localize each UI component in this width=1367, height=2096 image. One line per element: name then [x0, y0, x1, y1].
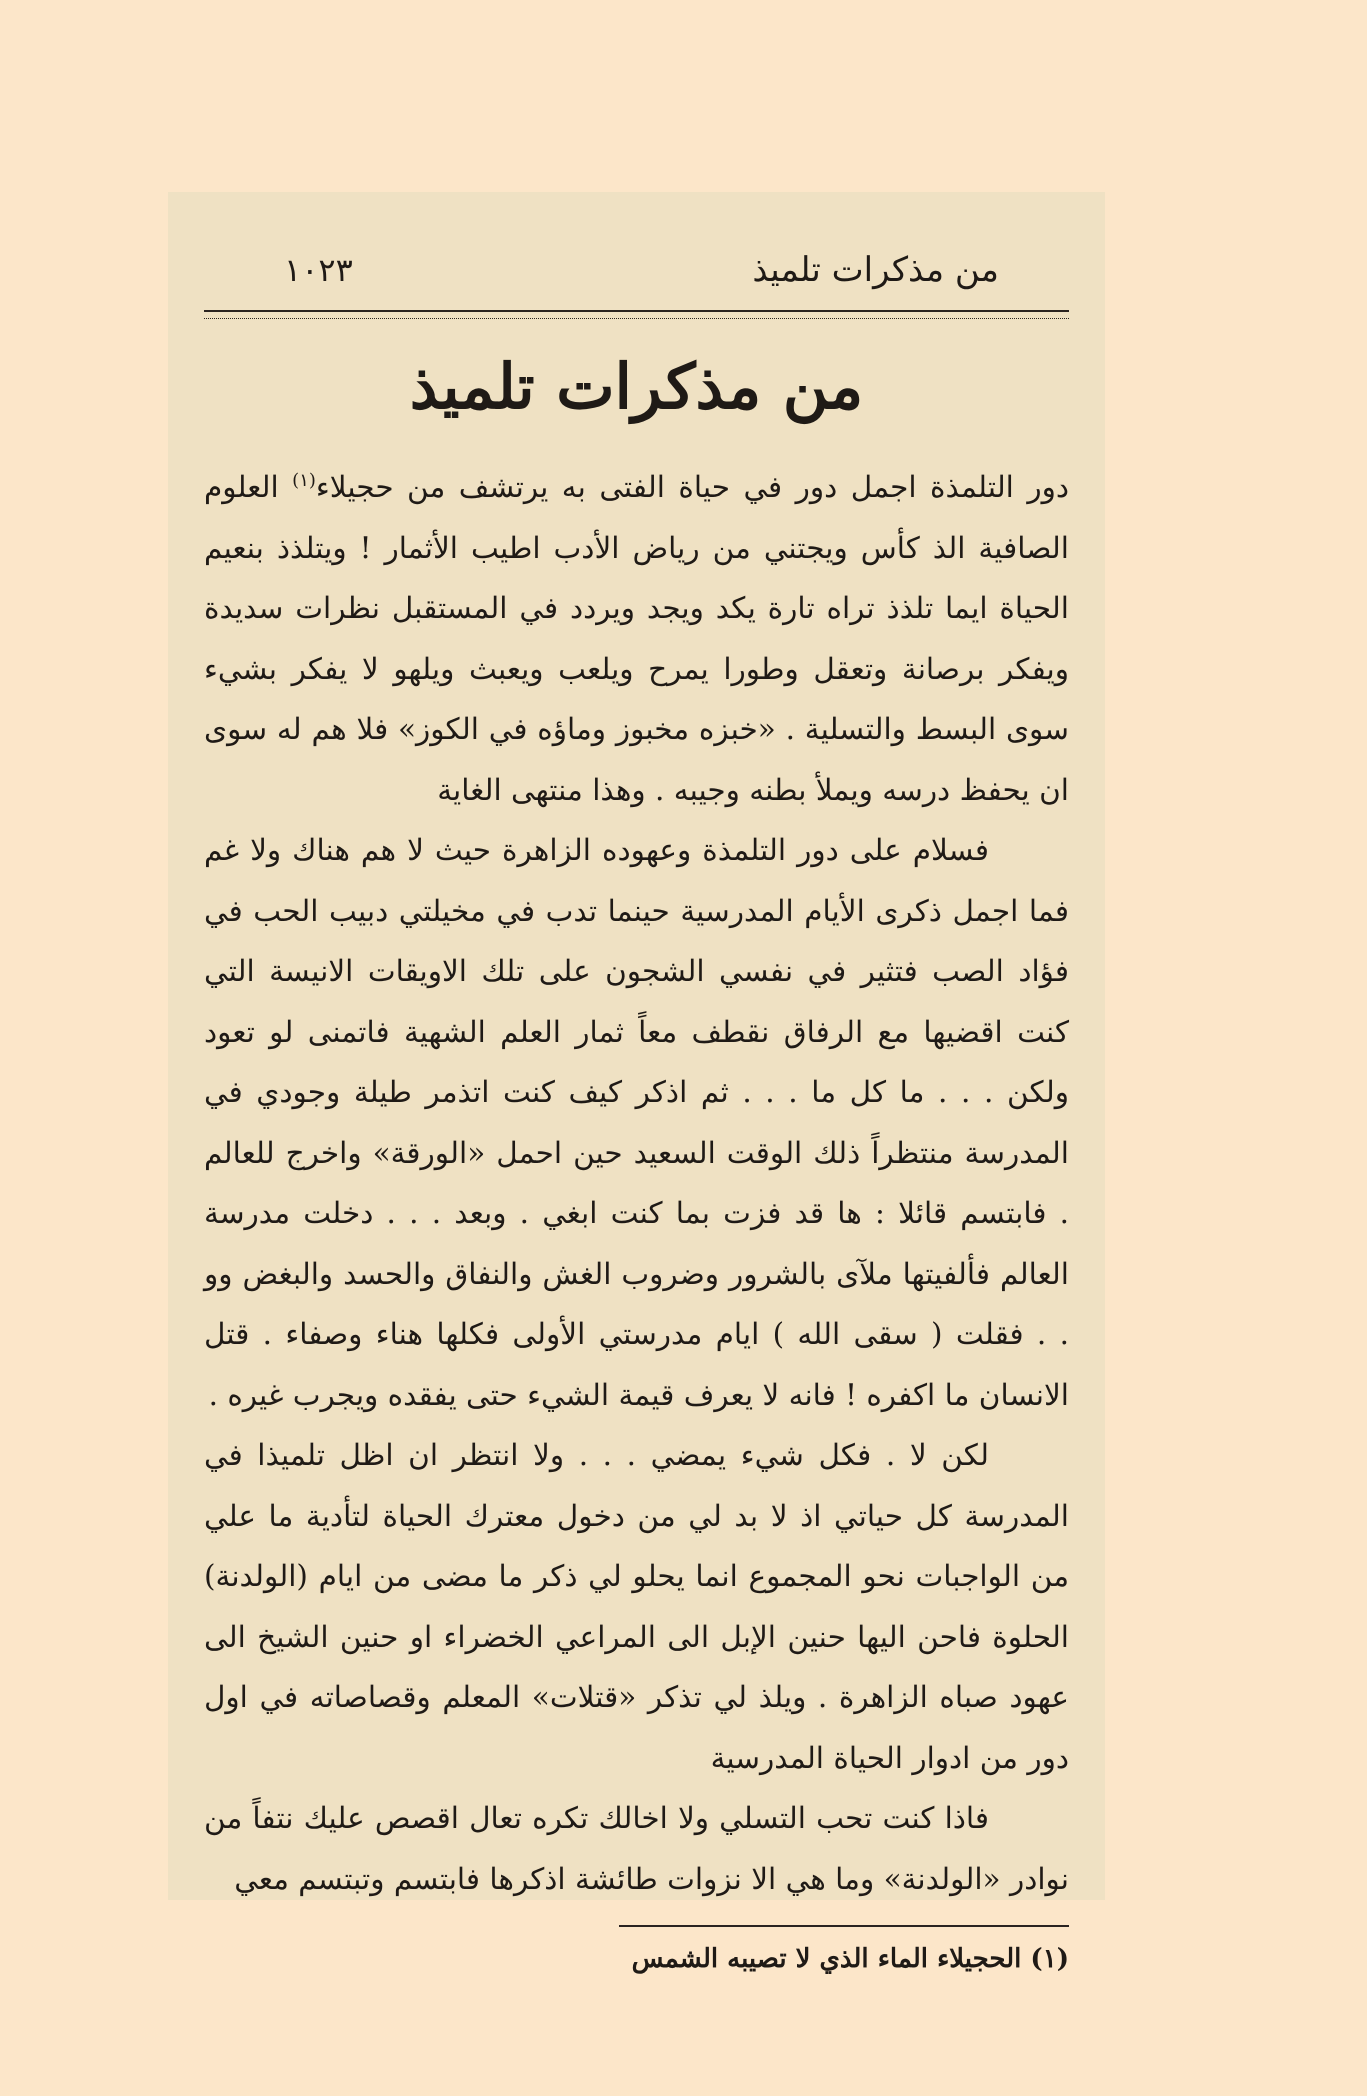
paragraph-2: فسلام على دور التلمذة وعهوده الزاهرة حيث لا هم هناك ولا غم فما اجمل ذكرى الأيام المدرسية حينما تدب في مخيلتي دبيب الحب في فؤاد الصب فتثير في نفسي الشجون على تلك الاويقات الانيسة التي كنت اقضيها مع الرفاق نقطف معاً ثمار العلم الشهية فاتمنى لو تعود ولكن . . . ما كل ما . . . ثم اذكر كيف كنت اتذمر طيلة وجودي في المدرسة منتظراً ذلك الوقت السعيد حين احمل «الورقة» واخرج للعالم . فابتسم قائلا : ها قد فزت بما كنت ابغي . وبعد . . . دخلت مدرسة العالم فألفيتها ملآى بالشرور وضروب الغش والنفاق والحسد والبغض وو . . فقلت ( سقى الله ) ايام مدرستي الأولى فكلها هناء وصفاء . قتل الانسان ما اكفره ! فانه لا يعرف قيمة الشيء حتى يفقده ويجرب غيره . [204, 833, 1069, 1412]
running-title: من مذكرات تلميذ [752, 250, 999, 290]
article-title: من مذكرات تلميذ [409, 350, 864, 423]
header-rule [204, 310, 1069, 319]
footnote-reference: (١) [292, 470, 316, 492]
paragraph-1 [204, 451, 1069, 820]
running-head [204, 250, 1069, 300]
article-body [204, 451, 1069, 1909]
paragraph-4: فاذا كنت تحب التسلي ولا اخالك تكره تعال اقصص عليك نتفاً من نوادر «الولدنة» وما هي الا نزوات طائشة اذكرها فابتسم وتبتسم معي [204, 1801, 1069, 1896]
page-number: ١٠٢٣ [284, 251, 353, 289]
scanned-page [168, 192, 1105, 1975]
footnote: (١) الحجيلاء الماء الذي لا تصيبه الشمس [631, 1944, 1069, 1975]
paragraph-3: لكن لا . فكل شيء يمضي . . . ولا انتظر ان اظل تلميذا في المدرسة كل حياتي اذ لا بد لي من دخول معترك الحياة لتأدية ما علي من الواجبات نحو المجموع انما يحلو لي ذكر ما مضى من ايام (الولدنة) الحلوة فاحن اليها حنين الإبل الى المراعي الخضراء او حنين الشيخ الى عهود صباه الزاهرة . ويلذ لي تذكر «قتلات» المعلم وقصاصاته في اول دور من ادوار الحياة المدرسية [204, 1438, 1069, 1775]
paragraph-1-start: دور التلمذة اجمل دور في حياة الفتى به يرتشف من حجيلاء [315, 470, 1069, 505]
paragraph-1-rest: العلوم الصافية الذ كأس ويجتني من رياض الأدب اطيب الأثمار ! ويتلذذ بنعيم الحياة ايما تلذذ تراه تارة يكد ويجد ويردد في المستقبل نظرات سديدة ويفكر برصانة وتعقل وطورا يمرح ويلعب ويعبث ويلهو لا يفكر بشيء سوى البسط والتسلية . «خبزه مخبوز وماؤه في الكوز» فلا هم له سوى ان يحفظ درسه ويملأ بطنه وجيبه . وهذا منتهى الغاية [204, 470, 1069, 807]
footnote-rule [619, 1925, 1069, 1927]
